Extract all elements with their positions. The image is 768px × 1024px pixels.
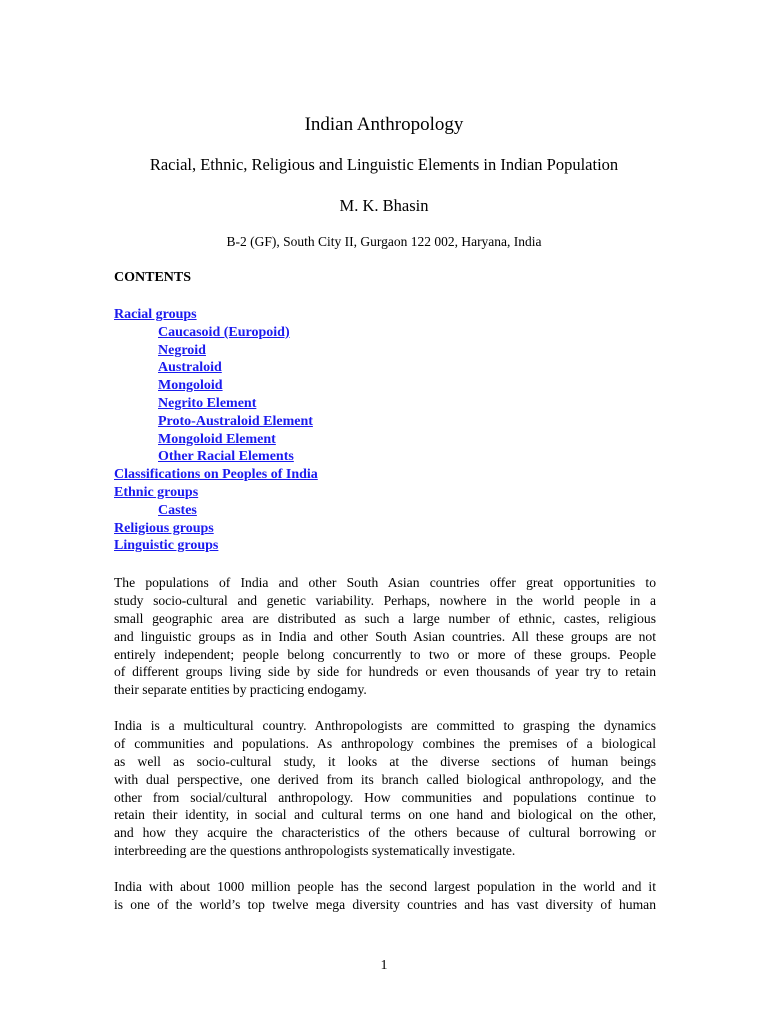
paragraph-line: of communities and populations. As anthropology combines the premises of a biological	[114, 735, 656, 751]
toc-item	[114, 395, 318, 413]
toc-item	[114, 484, 318, 502]
contents-heading: CONTENTS	[114, 270, 192, 285]
toc-item	[114, 413, 318, 431]
toc-link[interactable]: Linguistic groups	[114, 538, 219, 554]
toc-link[interactable]: Negroid	[158, 342, 206, 358]
paragraph-line: and linguistic groups as in India and other South Asian countries. All these groups are not	[114, 628, 656, 644]
author-name: M. K. Bhasin	[339, 196, 429, 215]
paragraph-2	[114, 717, 656, 860]
table-of-contents	[114, 306, 318, 555]
toc-item	[114, 537, 318, 555]
paragraph-line: India is a multicultural country. Anthropologists are committed to grasping the dynamics	[114, 718, 656, 733]
paragraph-line: as well as socio-cultural study, it looks at the diverse sections of human beings	[114, 753, 656, 769]
toc-item	[114, 466, 318, 484]
toc-link[interactable]: Mongoloid Element	[158, 431, 276, 447]
toc-link[interactable]: Racial groups	[114, 307, 197, 322]
paragraph-line: and how they acquire the characteristics of the others because of cultural borrowing or	[114, 825, 656, 841]
toc-link[interactable]: Negrito Element	[158, 395, 257, 411]
toc-link[interactable]: Castes	[158, 502, 197, 518]
toc-item	[114, 448, 318, 466]
toc-item	[114, 359, 318, 377]
toc-item	[114, 502, 318, 520]
paragraph-line: is one of the world’s top twelve mega diversity countries and has vast diversity of human	[114, 896, 656, 912]
document-subtitle: Racial, Ethnic, Religious and Linguistic Elements in Indian Population	[149, 155, 619, 174]
toc-link[interactable]: Religious groups	[114, 520, 214, 536]
toc-link[interactable]: Australoid	[158, 360, 222, 376]
paragraph-line: with dual perspective, one derived from its branch called biological anthropology, and the	[114, 771, 656, 787]
paragraph-3	[114, 878, 656, 914]
paragraph-1	[114, 574, 656, 699]
paragraph-line: retain their identity, in social and cultural terms on one hand and biological on the other,	[114, 807, 656, 823]
paragraph-line: other from social/cultural anthropology. How communities and populations continue to	[114, 789, 656, 805]
document-title: Indian Anthropology	[304, 114, 464, 135]
paragraph-line: study socio-cultural and genetic variability. Perhaps, nowhere in the world people in a	[114, 592, 656, 608]
toc-link[interactable]: Mongoloid	[158, 378, 223, 394]
paragraph-line: entirely independent; people belong concurrently to two or more of these groups. People	[114, 646, 656, 662]
toc-item	[114, 324, 318, 342]
paragraph-line: The populations of India and other South Asian countries offer great opportunities to	[114, 575, 656, 590]
toc-item	[114, 377, 318, 395]
paragraph-line: their separate entities by practicing endogamy.	[114, 682, 367, 698]
paragraph-line: small geographic area are distributed as such a large number of ethnic, castes, religious	[114, 610, 656, 626]
toc-item	[114, 342, 318, 360]
toc-link[interactable]: Classifications on Peoples of India	[114, 467, 318, 483]
toc-item	[114, 431, 318, 449]
author-address: B-2 (GF), South City II, Gurgaon 122 002, Haryana, India	[226, 234, 542, 249]
toc-item	[114, 520, 318, 538]
toc-link[interactable]: Other Racial Elements	[158, 449, 294, 465]
page-number: 1	[380, 958, 388, 973]
toc-link[interactable]: Caucasoid (Europoid)	[158, 324, 290, 340]
toc-link[interactable]: Proto-Australoid Element	[158, 413, 313, 429]
paragraph-line: of different groups living side by side for hundreds or even thousands of year try to retain	[114, 664, 656, 680]
toc-link[interactable]: Ethnic groups	[114, 484, 199, 500]
paragraph-line: interbreeding are the questions anthropologists systematically investigate.	[114, 843, 516, 859]
toc-item	[114, 306, 318, 324]
paragraph-line: India with about 1000 million people has the second largest population in the world and it	[114, 879, 656, 894]
